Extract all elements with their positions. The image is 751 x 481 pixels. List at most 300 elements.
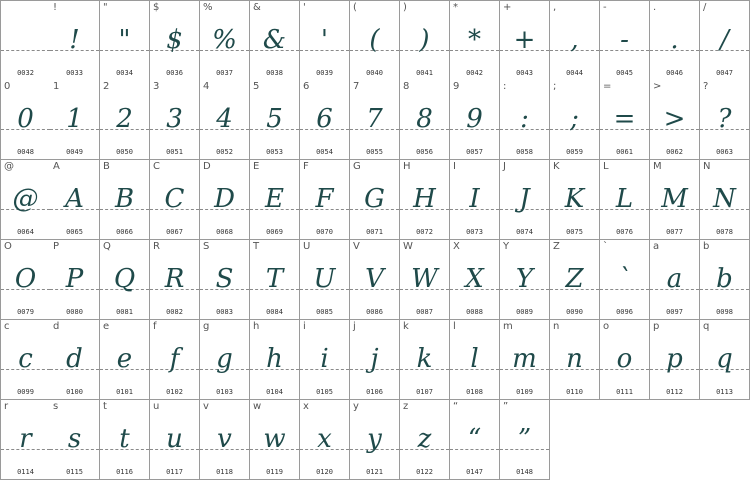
glyph-sample: t xyxy=(119,424,130,454)
glyph-code-label: 0053 xyxy=(266,148,283,156)
glyph-code-label: 0070 xyxy=(316,228,333,236)
glyph-cell-0078[interactable] xyxy=(700,160,750,240)
glyph-cell-0104[interactable] xyxy=(250,320,300,400)
glyph-cell-0080[interactable] xyxy=(50,240,100,320)
glyph-key-label: ; xyxy=(553,81,557,92)
glyph-code-label: 0075 xyxy=(566,228,583,236)
glyph-code-label: 0110 xyxy=(566,388,583,396)
glyph-cell-0102[interactable] xyxy=(150,320,200,400)
glyph-code-label: 0089 xyxy=(516,308,533,316)
glyph-cell-0065[interactable] xyxy=(50,160,100,240)
glyph-key-label: n xyxy=(553,321,560,332)
glyph-code-label: 0044 xyxy=(566,69,583,77)
glyph-sample: s xyxy=(67,424,82,454)
glyph-cell-0106[interactable] xyxy=(350,320,400,400)
glyph-code-label: 0122 xyxy=(416,468,433,476)
glyph-key-label: Q xyxy=(103,241,111,252)
glyph-code-label: 0109 xyxy=(516,388,533,396)
glyph-code-label: 0064 xyxy=(17,228,34,236)
glyph-code-label: 0079 xyxy=(17,308,34,316)
glyph-cell-0066[interactable] xyxy=(100,160,150,240)
glyph-sample: = xyxy=(613,104,636,134)
glyph-cell-0101[interactable] xyxy=(100,320,150,400)
glyph-sample: L xyxy=(615,184,634,214)
glyph-cell-0103[interactable] xyxy=(200,320,250,400)
glyph-cell-0044[interactable] xyxy=(550,0,600,81)
glyph-key-label: = xyxy=(603,81,612,92)
glyph-key-label: O xyxy=(4,241,12,252)
glyph-code-label: 0067 xyxy=(166,228,183,236)
glyph-sample: ? xyxy=(717,104,732,134)
glyph-code-label: 0088 xyxy=(466,308,483,316)
glyph-key-label: P xyxy=(53,241,60,252)
glyph-key-label: i xyxy=(303,321,306,332)
glyph-key-label: t xyxy=(103,401,107,412)
glyph-sample: 3 xyxy=(166,104,183,134)
glyph-code-label: 0042 xyxy=(466,69,483,77)
glyph-key-label: b xyxy=(703,241,710,252)
glyph-key-label: 0 xyxy=(4,81,11,92)
glyph-cell-0112[interactable] xyxy=(650,320,700,400)
glyph-code-label: 0050 xyxy=(116,148,133,156)
glyph-cell-0105[interactable] xyxy=(300,320,350,400)
glyph-sample: P xyxy=(65,264,84,294)
glyph-key-label: v xyxy=(203,401,209,412)
glyph-sample: ) xyxy=(419,25,430,55)
glyph-cell-0147[interactable] xyxy=(450,400,500,480)
glyph-cell-0085[interactable] xyxy=(300,240,350,320)
glyph-sample: o xyxy=(616,344,633,374)
glyph-key-label: 3 xyxy=(153,81,160,92)
glyph-key-label: s xyxy=(53,401,59,412)
glyph-code-label: 0066 xyxy=(116,228,133,236)
glyph-cell-0087[interactable] xyxy=(400,240,450,320)
glyph-code-label: 0054 xyxy=(316,148,333,156)
glyph-key-label: j xyxy=(353,321,356,332)
glyph-sample: i xyxy=(320,344,329,374)
glyph-cell-0110[interactable] xyxy=(550,320,600,400)
glyph-code-label: 0115 xyxy=(66,468,83,476)
glyph-key-label: ? xyxy=(703,81,709,92)
glyph-code-label: 0098 xyxy=(716,308,733,316)
glyph-cell-0033[interactable] xyxy=(50,0,100,81)
glyph-key-label: e xyxy=(103,321,110,332)
glyph-code-label: 0103 xyxy=(216,388,233,396)
glyph-cell-0114[interactable] xyxy=(0,400,51,480)
glyph-code-label: 0085 xyxy=(316,308,333,316)
glyph-sample: D xyxy=(214,184,235,214)
glyph-code-label: 0147 xyxy=(466,468,483,476)
glyph-code-label: 0061 xyxy=(616,148,633,156)
glyph-code-label: 0055 xyxy=(366,148,383,156)
glyph-code-label: 0058 xyxy=(516,148,533,156)
glyph-key-label: ” xyxy=(503,401,509,412)
glyph-cell-0111[interactable] xyxy=(600,320,650,400)
glyph-code-label: 0039 xyxy=(316,69,333,77)
glyph-cell-0148[interactable] xyxy=(500,400,550,480)
glyph-sample: + xyxy=(513,25,536,55)
glyph-cell-0082[interactable] xyxy=(150,240,200,320)
glyph-key-label: q xyxy=(703,321,710,332)
glyph-sample: Y xyxy=(515,264,534,294)
glyph-sample: & xyxy=(262,25,287,55)
glyph-sample: U xyxy=(313,264,336,294)
glyph-sample: S xyxy=(215,264,234,294)
glyph-code-label: 0036 xyxy=(166,69,183,77)
glyph-key-label: F xyxy=(303,161,309,172)
glyph-cell-0098[interactable] xyxy=(700,240,750,320)
glyph-sample xyxy=(1,15,50,65)
glyph-key-label: l xyxy=(453,321,456,332)
glyph-code-label: 0062 xyxy=(666,148,683,156)
glyph-sample: 8 xyxy=(416,104,433,134)
glyph-sample: ! xyxy=(69,25,80,55)
glyph-key-label: D xyxy=(203,161,211,172)
glyph-cell-0077[interactable] xyxy=(650,160,700,240)
glyph-cell-0037[interactable] xyxy=(200,0,250,81)
glyph-key-label: ) xyxy=(403,2,407,13)
glyph-code-label: 0074 xyxy=(516,228,533,236)
glyph-cell-0119[interactable] xyxy=(250,400,300,480)
glyph-sample: ” xyxy=(517,424,532,454)
glyph-cell-0039[interactable] xyxy=(300,0,350,81)
glyph-key-label: ` xyxy=(603,241,608,252)
glyph-sample: y xyxy=(367,424,382,454)
glyph-cell-0079[interactable] xyxy=(0,240,51,320)
glyph-key-label: “ xyxy=(453,401,459,412)
glyph-code-label: 0117 xyxy=(166,468,183,476)
glyph-code-label: 0047 xyxy=(716,69,733,77)
glyph-key-label: ' xyxy=(303,2,306,13)
glyph-key-label: $ xyxy=(153,2,160,13)
glyph-code-label: 0086 xyxy=(366,308,383,316)
glyph-sample: > xyxy=(663,104,686,134)
glyph-key-label: S xyxy=(203,241,210,252)
glyph-cell-0109[interactable] xyxy=(500,320,550,400)
glyph-cell-0096[interactable] xyxy=(600,240,650,320)
glyph-cell-0116[interactable] xyxy=(100,400,150,480)
glyph-cell-0099[interactable] xyxy=(0,320,51,400)
glyph-sample: K xyxy=(564,184,585,214)
glyph-sample: v xyxy=(217,424,232,454)
glyph-sample: ` xyxy=(618,264,631,294)
glyph-sample: W xyxy=(411,264,438,294)
glyph-cell-0086[interactable] xyxy=(350,240,400,320)
glyph-sample: G xyxy=(364,184,385,214)
glyph-sample: E xyxy=(265,184,284,214)
glyph-key-label: z xyxy=(403,401,409,412)
glyph-code-label: 0108 xyxy=(466,388,483,396)
glyph-sample: l xyxy=(470,344,479,374)
glyph-cell-0049[interactable] xyxy=(50,80,100,160)
glyph-cell-0059[interactable] xyxy=(550,80,600,160)
glyph-sample: j xyxy=(370,344,379,374)
glyph-sample: f xyxy=(169,344,180,374)
glyph-sample: A xyxy=(65,184,84,214)
glyph-code-label: 0056 xyxy=(416,148,433,156)
glyph-sample: C xyxy=(164,184,185,214)
glyph-code-label: 0096 xyxy=(616,308,633,316)
glyph-sample: T xyxy=(265,264,284,294)
glyph-sample: $ xyxy=(166,25,183,55)
glyph-cell-0088[interactable] xyxy=(450,240,500,320)
glyph-key-label: h xyxy=(253,321,260,332)
glyph-key-label: K xyxy=(553,161,560,172)
glyph-sample: X xyxy=(465,264,484,294)
glyph-key-label: u xyxy=(153,401,160,412)
glyph-cell-0068[interactable] xyxy=(200,160,250,240)
glyph-cell-0070[interactable] xyxy=(300,160,350,240)
glyph-cell-0072[interactable] xyxy=(400,160,450,240)
glyph-cell-0043[interactable] xyxy=(500,0,550,81)
glyph-sample: 4 xyxy=(216,104,233,134)
glyph-code-label: 0113 xyxy=(716,388,733,396)
glyph-cell-0061[interactable] xyxy=(600,80,650,160)
glyph-cell-0069[interactable] xyxy=(250,160,300,240)
glyph-key-label: T xyxy=(253,241,260,252)
glyph-cell-0055[interactable] xyxy=(350,80,400,160)
glyph-code-label: 0102 xyxy=(166,388,183,396)
glyph-sample: * xyxy=(468,25,481,55)
glyph-cell-0100[interactable] xyxy=(50,320,100,400)
glyph-code-label: 0059 xyxy=(566,148,583,156)
glyph-code-label: 0119 xyxy=(266,468,283,476)
glyph-cell-0120[interactable] xyxy=(300,400,350,480)
glyph-key-label: @ xyxy=(4,161,14,172)
glyph-cell-0097[interactable] xyxy=(650,240,700,320)
glyph-cell-0040[interactable] xyxy=(350,0,400,81)
glyph-key-label: p xyxy=(653,321,660,332)
glyph-cell-0073[interactable] xyxy=(450,160,500,240)
glyph-code-label: 0072 xyxy=(416,228,433,236)
glyph-code-label: 0106 xyxy=(366,388,383,396)
glyph-key-label: W xyxy=(403,241,413,252)
glyph-code-label: 0040 xyxy=(366,69,383,77)
glyph-key-label: . xyxy=(653,2,657,13)
glyph-key-label: B xyxy=(103,161,110,172)
glyph-code-label: 0045 xyxy=(616,69,633,77)
glyph-key-label: C xyxy=(153,161,160,172)
glyph-sample: r xyxy=(19,424,32,454)
glyph-key-label: 8 xyxy=(403,81,410,92)
glyph-cell-0083[interactable] xyxy=(200,240,250,320)
glyph-cell-0113[interactable] xyxy=(700,320,750,400)
glyph-sample: - xyxy=(620,25,629,55)
glyph-key-label: U xyxy=(303,241,311,252)
glyph-sample: b xyxy=(716,264,733,294)
glyph-code-label: 0032 xyxy=(17,69,34,77)
glyph-cell-0045[interactable] xyxy=(600,0,650,81)
glyph-key-label: 2 xyxy=(103,81,110,92)
glyph-key-label: 7 xyxy=(353,81,360,92)
glyph-sample: k xyxy=(416,344,433,374)
glyph-code-label: 0083 xyxy=(216,308,233,316)
glyph-key-label: 1 xyxy=(53,81,60,92)
glyph-sample: a xyxy=(666,264,683,294)
glyph-sample: h xyxy=(266,344,283,374)
glyph-code-label: 0087 xyxy=(416,308,433,316)
glyph-code-label: 0111 xyxy=(616,388,633,396)
glyph-cell-0121[interactable] xyxy=(350,400,400,480)
glyph-cell-0076[interactable] xyxy=(600,160,650,240)
glyph-cell-0067[interactable] xyxy=(150,160,200,240)
glyph-code-label: 0065 xyxy=(66,228,83,236)
glyph-sample: 9 xyxy=(466,104,483,134)
glyph-key-label: J xyxy=(503,161,506,172)
glyph-cell-0117[interactable] xyxy=(150,400,200,480)
glyph-sample: , xyxy=(570,25,579,55)
glyph-code-label: 0057 xyxy=(466,148,483,156)
glyph-code-label: 0148 xyxy=(516,468,533,476)
glyph-key-label: V xyxy=(353,241,360,252)
glyph-key-label: 4 xyxy=(203,81,210,92)
glyph-key-label: & xyxy=(253,2,261,13)
glyph-sample: M xyxy=(661,184,688,214)
glyph-sample: u xyxy=(166,424,183,454)
glyph-cell-0057[interactable] xyxy=(450,80,500,160)
glyph-sample: B xyxy=(114,184,135,214)
glyph-code-label: 0105 xyxy=(316,388,333,396)
glyph-cell-0046[interactable] xyxy=(650,0,700,81)
glyph-sample: w xyxy=(263,424,286,454)
glyph-code-label: 0048 xyxy=(17,148,34,156)
glyph-key-label: , xyxy=(553,2,557,13)
glyph-code-label: 0078 xyxy=(716,228,733,236)
glyph-code-label: 0099 xyxy=(17,388,34,396)
glyph-cell-0052[interactable] xyxy=(200,80,250,160)
glyph-cell-0038[interactable] xyxy=(250,0,300,81)
glyph-key-label: - xyxy=(603,2,607,13)
glyph-sample: 1 xyxy=(66,104,83,134)
glyph-key-label: : xyxy=(503,81,507,92)
glyph-code-label: 0090 xyxy=(566,308,583,316)
glyph-sample: O xyxy=(14,264,37,294)
glyph-key-label: " xyxy=(103,2,108,13)
glyph-cell-0074[interactable] xyxy=(500,160,550,240)
glyph-key-label: m xyxy=(503,321,513,332)
glyph-key-label: X xyxy=(453,241,460,252)
glyph-code-label: 0080 xyxy=(66,308,83,316)
glyph-sample: : xyxy=(520,104,529,134)
glyph-sample: V xyxy=(365,264,384,294)
glyph-key-label: + xyxy=(503,2,512,13)
glyph-key-label: M xyxy=(653,161,662,172)
glyph-sample: 7 xyxy=(366,104,383,134)
glyph-cell-0050[interactable] xyxy=(100,80,150,160)
glyph-cell-0053[interactable] xyxy=(250,80,300,160)
glyph-key-label: g xyxy=(203,321,210,332)
glyph-key-label: / xyxy=(703,2,707,13)
glyph-key-label: E xyxy=(253,161,260,172)
glyph-code-label: 0052 xyxy=(216,148,233,156)
glyph-sample: Q xyxy=(113,264,136,294)
glyph-sample: Z xyxy=(565,264,584,294)
glyph-cell-0034[interactable] xyxy=(100,0,150,81)
glyph-sample: J xyxy=(519,184,530,214)
glyph-cell-0047[interactable] xyxy=(700,0,750,81)
glyph-cell-0081[interactable] xyxy=(100,240,150,320)
glyph-cell-0058[interactable] xyxy=(500,80,550,160)
glyph-cell-0118[interactable] xyxy=(200,400,250,480)
glyph-cell-0089[interactable] xyxy=(500,240,550,320)
glyph-code-label: 0082 xyxy=(166,308,183,316)
glyph-cell-0122[interactable] xyxy=(400,400,450,480)
glyph-cell-0075[interactable] xyxy=(550,160,600,240)
glyph-cell-0054[interactable] xyxy=(300,80,350,160)
glyph-sample: 2 xyxy=(116,104,133,134)
glyph-sample: ( xyxy=(369,25,380,55)
glyph-sample: m xyxy=(512,344,537,374)
glyph-sample: x xyxy=(317,424,332,454)
glyph-cell-0036[interactable] xyxy=(150,0,200,81)
glyph-cell-0056[interactable] xyxy=(400,80,450,160)
glyph-sample: p xyxy=(666,344,683,374)
glyph-cell-0108[interactable] xyxy=(450,320,500,400)
glyph-key-label: H xyxy=(403,161,411,172)
glyph-code-label: 0116 xyxy=(116,468,133,476)
glyph-key-label: ( xyxy=(353,2,357,13)
glyph-cell-0084[interactable] xyxy=(250,240,300,320)
glyph-key-label: d xyxy=(53,321,60,332)
glyph-code-label: 0120 xyxy=(316,468,333,476)
glyph-code-label: 0118 xyxy=(216,468,233,476)
glyph-sample: z xyxy=(417,424,432,454)
glyph-cell-0064[interactable] xyxy=(0,160,51,240)
glyph-cell-0071[interactable] xyxy=(350,160,400,240)
glyph-cell-0063[interactable] xyxy=(700,80,750,160)
glyph-code-label: 0071 xyxy=(366,228,383,236)
glyph-sample: n xyxy=(566,344,583,374)
glyph-key-label: 5 xyxy=(253,81,260,92)
glyph-code-label: 0076 xyxy=(616,228,633,236)
glyph-key-label: R xyxy=(153,241,160,252)
glyph-key-label: y xyxy=(353,401,359,412)
glyph-sample: % xyxy=(212,25,237,55)
glyph-code-label: 0114 xyxy=(17,468,34,476)
glyph-key-label: N xyxy=(703,161,711,172)
glyph-key-label: Z xyxy=(553,241,560,252)
glyph-cell-0090[interactable] xyxy=(550,240,600,320)
glyph-code-label: 0097 xyxy=(666,308,683,316)
glyph-key-label: 6 xyxy=(303,81,310,92)
glyph-code-label: 0069 xyxy=(266,228,283,236)
glyph-sample: . xyxy=(670,25,679,55)
glyph-sample: F xyxy=(315,184,334,214)
glyph-code-label: 0034 xyxy=(116,69,133,77)
glyph-cell-0062[interactable] xyxy=(650,80,700,160)
glyph-sample: ; xyxy=(570,104,579,134)
glyph-cell-0042[interactable] xyxy=(450,0,500,81)
glyph-cell-0107[interactable] xyxy=(400,320,450,400)
glyph-sample: ' xyxy=(320,25,329,55)
glyph-sample: " xyxy=(118,25,131,55)
glyph-sample: 0 xyxy=(17,104,34,134)
glyph-key-label: x xyxy=(303,401,309,412)
glyph-key-label: c xyxy=(4,321,10,332)
glyph-sample: 6 xyxy=(316,104,333,134)
glyph-key-label: A xyxy=(53,161,60,172)
glyph-code-label: 0104 xyxy=(266,388,283,396)
glyph-cell-0041[interactable] xyxy=(400,0,450,81)
glyph-cell-0051[interactable] xyxy=(150,80,200,160)
glyph-cell-0115[interactable] xyxy=(50,400,100,480)
glyph-cell-0048[interactable] xyxy=(0,80,51,160)
glyph-code-label: 0112 xyxy=(666,388,683,396)
glyph-code-label: 0084 xyxy=(266,308,283,316)
glyph-cell-0032[interactable] xyxy=(0,0,51,81)
glyph-code-label: 0051 xyxy=(166,148,183,156)
glyph-code-label: 0077 xyxy=(666,228,683,236)
